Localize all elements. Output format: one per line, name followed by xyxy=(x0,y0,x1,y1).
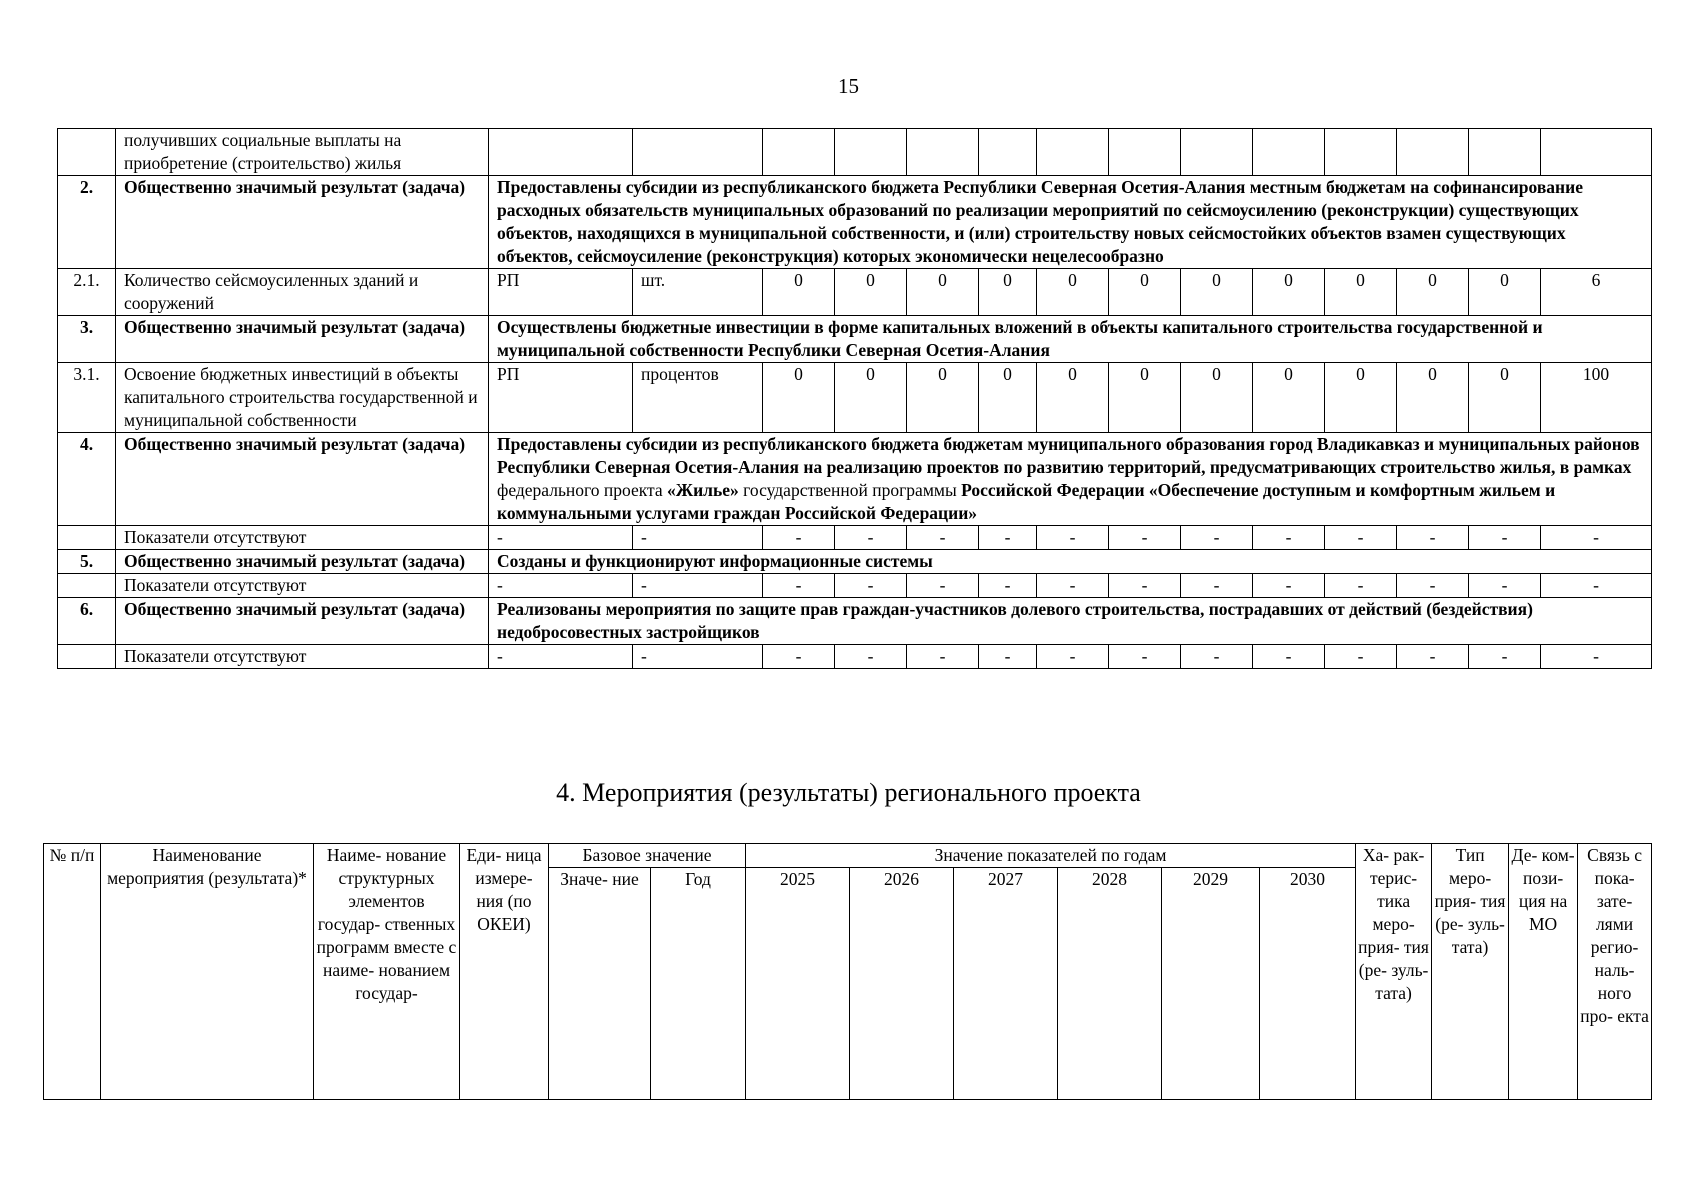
indicator-value: 6 xyxy=(1541,269,1652,316)
row-number: 2.1. xyxy=(58,269,116,316)
indicator-level: РП xyxy=(489,363,633,433)
header-base-value: Значе- ние xyxy=(549,868,651,1100)
result-row xyxy=(58,316,1652,363)
empty-cell xyxy=(1037,129,1109,176)
indicator-level: РП xyxy=(489,269,633,316)
indicator-name: получивших социальные выплаты на приобретение (строительство) жилья xyxy=(116,129,489,176)
header-years-group: Значение показателей по годам xyxy=(746,844,1356,868)
indicator-unit: процентов xyxy=(633,363,763,433)
row-number xyxy=(58,526,116,550)
indicator-value: 0 xyxy=(1253,363,1325,433)
empty-cell xyxy=(835,129,907,176)
indicator-value: - xyxy=(1541,574,1652,598)
indicator-value: - xyxy=(1469,526,1541,550)
result-row xyxy=(58,433,1652,526)
indicator-row xyxy=(58,363,1652,433)
indicator-value: - xyxy=(1181,574,1253,598)
result-description-part: федерального проекта xyxy=(497,480,668,500)
indicator-value: - xyxy=(1469,645,1541,669)
indicator-value: 0 xyxy=(1253,269,1325,316)
empty-cell xyxy=(1541,129,1652,176)
result-description-part: государственной программы xyxy=(743,480,962,500)
indicator-level: - xyxy=(489,645,633,669)
row-number: 6. xyxy=(58,598,116,645)
indicator-value: - xyxy=(835,526,907,550)
no-indicators-row xyxy=(58,645,1652,669)
header-base-year: Год xyxy=(651,868,746,1100)
result-label: Общественно значимый результат (задача) xyxy=(116,550,489,574)
indicator-value: - xyxy=(1181,526,1253,550)
indicator-level: - xyxy=(489,574,633,598)
indicator-unit: - xyxy=(633,526,763,550)
header-unit: Еди- ница измере- ния (по ОКЕИ) xyxy=(460,844,549,1100)
empty-cell xyxy=(1253,129,1325,176)
row-number: 4. xyxy=(58,433,116,526)
indicator-value: - xyxy=(907,574,979,598)
result-description: Реализованы мероприятия по защите прав граждан-участников долевого строительства, пострадавших от действий (бездействия) недобросовестных застройщиков xyxy=(489,598,1652,645)
result-description: Созданы и функционируют информационные системы xyxy=(489,550,1652,574)
empty-cell xyxy=(1109,129,1181,176)
indicator-value: 0 xyxy=(1469,363,1541,433)
indicator-value: - xyxy=(1541,645,1652,669)
empty-cell xyxy=(979,129,1037,176)
empty-cell xyxy=(763,129,835,176)
indicator-level: - xyxy=(489,526,633,550)
indicator-value: - xyxy=(1325,526,1397,550)
indicator-value: - xyxy=(979,645,1037,669)
indicator-value: 0 xyxy=(1109,363,1181,433)
indicator-unit: шт. xyxy=(633,269,763,316)
result-label: Общественно значимый результат (задача) xyxy=(116,316,489,363)
empty-cell xyxy=(1325,129,1397,176)
indicator-value: - xyxy=(1037,526,1109,550)
indicator-value: - xyxy=(1037,574,1109,598)
indicator-value: - xyxy=(1397,526,1469,550)
result-row xyxy=(58,176,1652,269)
indicator-value: 0 xyxy=(979,363,1037,433)
indicator-value: 0 xyxy=(763,363,835,433)
header-year: 2029 xyxy=(1162,868,1260,1100)
empty-cell xyxy=(907,129,979,176)
indicator-value: - xyxy=(1253,574,1325,598)
indicator-value: 0 xyxy=(835,269,907,316)
indicator-value: 0 xyxy=(1109,269,1181,316)
indicator-value: - xyxy=(835,645,907,669)
indicator-value: 0 xyxy=(979,269,1037,316)
indicator-value: - xyxy=(1541,526,1652,550)
indicator-value: - xyxy=(907,645,979,669)
indicator-value: - xyxy=(1325,574,1397,598)
indicator-value: - xyxy=(1109,574,1181,598)
indicator-value: 0 xyxy=(907,269,979,316)
header-year: 2027 xyxy=(954,868,1058,1100)
section-title: 4. Мероприятия (результаты) регионального проекта xyxy=(556,778,1141,807)
header-decomposition: Де- ком- пози- ция на МО xyxy=(1509,844,1578,1100)
header-structural-elements: Наиме- нование структурных элементов государ- ственных программ вместе с наиме- нованием государ- xyxy=(314,844,460,1100)
indicator-name: Показатели отсутствуют xyxy=(116,526,489,550)
header-year: 2030 xyxy=(1260,868,1356,1100)
indicator-value: - xyxy=(763,526,835,550)
header-characteristic: Ха- рак- терис- тика меро- прия- тия (ре- зуль- тата) xyxy=(1356,844,1432,1100)
indicator-name: Показатели отсутствуют xyxy=(116,574,489,598)
row-number xyxy=(58,645,116,669)
row-number xyxy=(58,574,116,598)
result-row xyxy=(58,598,1652,645)
header-year: 2025 xyxy=(746,868,850,1100)
empty-cell xyxy=(1469,129,1541,176)
indicator-value: 0 xyxy=(1397,363,1469,433)
indicator-value: - xyxy=(763,645,835,669)
row-number: 5. xyxy=(58,550,116,574)
result-description-part: Предоставлены субсидии из республиканского бюджета бюджетам муниципального образования город Владикавказ и муниципальных районов Республики Северная Осетия-Алания на реализацию проектов по развитию территорий, предусматривающих строительство жилья, в рамках xyxy=(497,434,1640,477)
indicator-value: 0 xyxy=(1181,363,1253,433)
indicator-value: 100 xyxy=(1541,363,1652,433)
result-description: Предоставлены субсидии из республиканского бюджета Республики Северная Осетия-Алания местным бюджетам на софинансирование расходных обязательств муниципальных образований по реализации мероприятий по сейсмоусилению (реконструкции) существующих объектов, находящихся в муниципальной собственности, и (или) строительству новых сейсмостойких объектов взамен существующих объектов, сейсмоусиление (реконструкция) которых экономически нецелесообразно xyxy=(489,176,1652,269)
header-type: Тип меро- прия- тия (ре- зуль- тата) xyxy=(1432,844,1509,1100)
header-year: 2028 xyxy=(1058,868,1162,1100)
indicator-value: - xyxy=(1469,574,1541,598)
indicator-value: - xyxy=(1037,645,1109,669)
indicator-unit: - xyxy=(633,574,763,598)
result-description-part: «Жилье» xyxy=(667,480,744,500)
indicator-value: - xyxy=(907,526,979,550)
indicator-value: - xyxy=(763,574,835,598)
indicator-value: - xyxy=(1181,645,1253,669)
indicator-value: 0 xyxy=(763,269,835,316)
header-link: Связь с пока- зате- лями регио- наль- ного про- екта xyxy=(1578,844,1652,1100)
row-number: 3. xyxy=(58,316,116,363)
header-year: 2026 xyxy=(850,868,954,1100)
indicators-table xyxy=(57,128,1652,669)
row-number: 2. xyxy=(58,176,116,269)
result-description-part: Российской Федерации «Обеспечение доступным и комфортным жильем и коммунальными услугами граждан Российской Федерации» xyxy=(497,480,1556,523)
header-base-value-group: Базовое значение xyxy=(549,844,746,868)
indicator-value: 0 xyxy=(1037,363,1109,433)
indicator-value: 0 xyxy=(1181,269,1253,316)
indicator-value: 0 xyxy=(1325,269,1397,316)
row-number xyxy=(58,129,116,176)
row-number: 3.1. xyxy=(58,363,116,433)
result-label: Общественно значимый результат (задача) xyxy=(116,598,489,645)
result-description xyxy=(489,433,1652,526)
no-indicators-row xyxy=(58,574,1652,598)
indicator-value: - xyxy=(1109,526,1181,550)
indicator-value: - xyxy=(1109,645,1181,669)
table-row xyxy=(58,129,1652,176)
result-description: Осуществлены бюджетные инвестиции в форме капитальных вложений в объекты капитального строительства государственной и муниципальной собственности Республики Северная Осетия-Алания xyxy=(489,316,1652,363)
indicator-value: - xyxy=(979,526,1037,550)
empty-cell xyxy=(633,129,763,176)
indicator-value: 0 xyxy=(835,363,907,433)
result-row xyxy=(58,550,1652,574)
indicator-name: Количество сейсмоусиленных зданий и сооружений xyxy=(116,269,489,316)
indicator-value: - xyxy=(1325,645,1397,669)
indicator-value: - xyxy=(1397,574,1469,598)
empty-cell xyxy=(1397,129,1469,176)
indicator-value: 0 xyxy=(1469,269,1541,316)
result-label: Общественно значимый результат (задача) xyxy=(116,176,489,269)
indicator-value: - xyxy=(979,574,1037,598)
header-name: Наименование мероприятия (результата)* xyxy=(101,844,314,1100)
empty-cell xyxy=(1181,129,1253,176)
page-number: 15 xyxy=(838,74,859,98)
indicator-value: - xyxy=(835,574,907,598)
no-indicators-row xyxy=(58,526,1652,550)
measures-table xyxy=(43,843,1652,1100)
indicator-value: - xyxy=(1253,645,1325,669)
indicator-unit: - xyxy=(633,645,763,669)
indicator-name: Освоение бюджетных инвестиций в объекты капитального строительства государственной и муниципальной собственности xyxy=(116,363,489,433)
indicator-value: 0 xyxy=(1037,269,1109,316)
indicator-value: - xyxy=(1253,526,1325,550)
indicator-value: - xyxy=(1397,645,1469,669)
indicator-value: 0 xyxy=(1325,363,1397,433)
result-label: Общественно значимый результат (задача) xyxy=(116,433,489,526)
empty-cell xyxy=(489,129,633,176)
indicator-name: Показатели отсутствуют xyxy=(116,645,489,669)
indicator-row xyxy=(58,269,1652,316)
header-num: № п/п xyxy=(44,844,101,1100)
indicator-value: 0 xyxy=(1397,269,1469,316)
indicator-value: 0 xyxy=(907,363,979,433)
